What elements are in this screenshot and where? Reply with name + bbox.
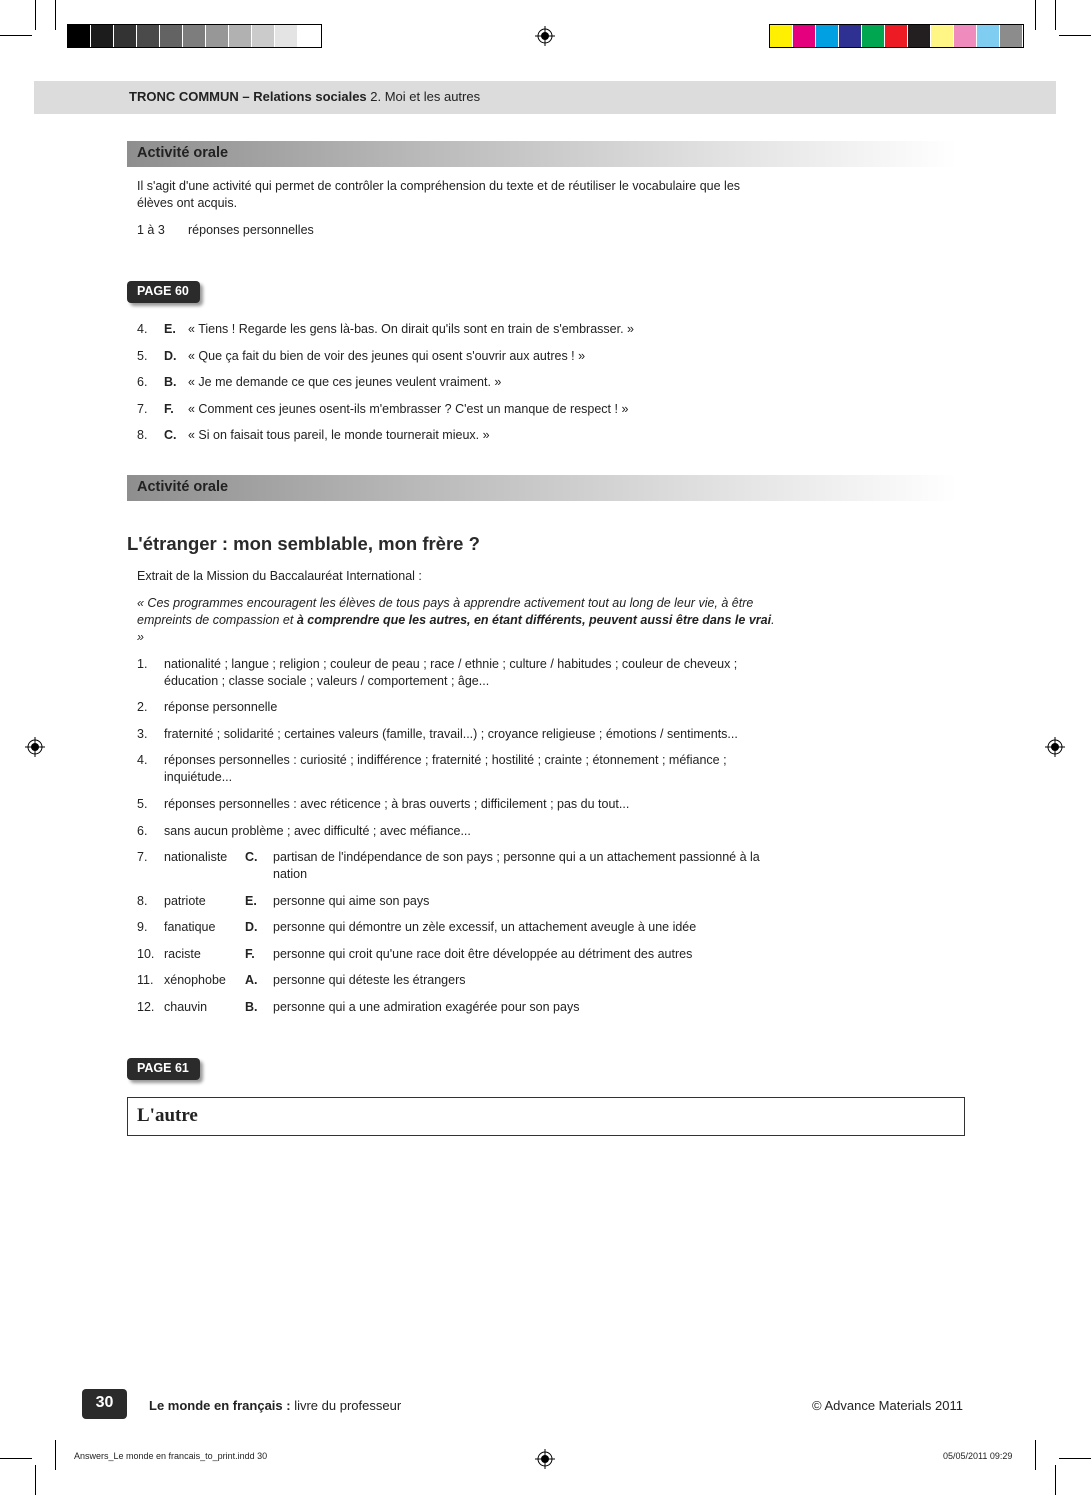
grayscale-swatch xyxy=(252,25,275,47)
match-number: 10. xyxy=(137,947,155,961)
quote-end: . » xyxy=(137,613,775,644)
match-letter: B. xyxy=(245,1000,258,1014)
match-letter: E. xyxy=(245,894,257,908)
answer-letter: C. xyxy=(164,428,177,442)
crop-mark xyxy=(55,0,56,30)
quote-bold: à comprendre que les autres, en étant différents, peuvent aussi être dans le vrai xyxy=(296,613,772,627)
match-letter: F. xyxy=(245,947,255,961)
grayscale-swatch xyxy=(137,25,160,47)
subsection-heading: L'étranger : mon semblable, mon frère ? xyxy=(127,533,480,554)
extract-intro: Extrait de la Mission du Baccalauréat International : xyxy=(137,569,422,583)
answer-text: sans aucun problème ; avec difficulté ; avec méfiance... xyxy=(164,824,471,838)
section-title: Activité orale xyxy=(137,145,229,161)
crop-mark xyxy=(0,1458,32,1459)
chapter-title-box xyxy=(127,1097,965,1136)
match-definition: personne qui a une admiration exagérée pour son pays xyxy=(273,1000,580,1014)
footer-book-title xyxy=(149,1398,401,1413)
registration-mark-icon xyxy=(1045,737,1065,757)
match-word: nationaliste xyxy=(164,850,228,864)
match-number: 7. xyxy=(137,850,148,864)
color-swatch xyxy=(885,25,908,47)
color-swatch xyxy=(1000,25,1023,47)
header-chapter: 2. Moi et les autres xyxy=(366,89,481,104)
match-number: 8. xyxy=(137,894,148,908)
slug-filename: Answers_Le monde en francais_to_print.indd 30 xyxy=(74,1451,268,1461)
page-tab: PAGE 60 xyxy=(127,281,200,303)
match-definition: personne qui aime son pays xyxy=(273,894,430,908)
answer-text: « Je me demande ce que ces jeunes veulent vraiment. » xyxy=(188,375,502,389)
footer-title-bold: Le monde en français : xyxy=(149,1398,291,1413)
color-swatch xyxy=(862,25,885,47)
answer-number: 5. xyxy=(137,349,148,363)
grayscale-swatch xyxy=(298,25,321,47)
answer-number: 4. xyxy=(137,322,148,336)
grayscale-swatch xyxy=(68,25,91,47)
match-definition: personne qui croit qu'une race doit être développée au détriment des autres xyxy=(273,947,693,961)
grayscale-swatch xyxy=(114,25,137,47)
match-number: 11. xyxy=(137,973,154,987)
match-letter: D. xyxy=(245,920,258,934)
section-title: Activité orale xyxy=(137,479,229,495)
crop-mark xyxy=(35,0,36,30)
answer-text: réponses personnelles : avec réticence ; à bras ouverts ; difficilement ; pas du tout... xyxy=(164,797,630,811)
answer-text: « Comment ces jeunes osent-ils m'embrasser ? C'est un manque de respect ! » xyxy=(188,402,629,416)
color-swatch xyxy=(816,25,839,47)
answer-text: réponses personnelles xyxy=(188,223,314,237)
answer-number: 8. xyxy=(137,428,148,442)
grayscale-swatch xyxy=(183,25,206,47)
answer-letter: B. xyxy=(164,375,177,389)
grayscale-swatch xyxy=(91,25,114,47)
answer-letter: E. xyxy=(164,322,176,336)
answer-text: réponses personnelles : curiosité ; indifférence ; fraternité ; hostilité ; crainte ; étonnement ; méfiance ; inquiétude... xyxy=(164,753,727,784)
answer-number: 1. xyxy=(137,657,148,671)
grayscale-swatch xyxy=(229,25,252,47)
grayscale-swatch xyxy=(160,25,183,47)
answer-number: 1 à 3 xyxy=(137,223,165,237)
answer-number: 6. xyxy=(137,375,148,389)
section-title-bar xyxy=(127,141,957,167)
crop-mark xyxy=(1055,1465,1056,1495)
color-swatch xyxy=(908,25,931,47)
quote-paragraph xyxy=(137,595,777,646)
match-word: raciste xyxy=(164,947,201,961)
match-letter: A. xyxy=(245,973,258,987)
section-intro: Il s'agit d'une activité qui permet de contrôler la compréhension du texte et de réutiliser le vocabulaire que les élèves ont acquis. xyxy=(137,179,741,210)
footer-title-rest: livre du professeur xyxy=(290,1398,402,1413)
color-swatch xyxy=(954,25,977,47)
color-calibration-bar xyxy=(769,24,1024,48)
header-section: TRONC COMMUN – Relations sociales xyxy=(129,89,367,104)
match-definition: personne qui démontre un zèle excessif, un attachement aveugle à une idée xyxy=(273,920,697,934)
answer-number: 4. xyxy=(137,753,148,767)
crop-mark xyxy=(1035,1440,1036,1470)
match-number: 9. xyxy=(137,920,148,934)
color-swatch xyxy=(931,25,954,47)
slug-timestamp: 05/05/2011 09:29 xyxy=(943,1451,1013,1461)
footer-copyright: © Advance Materials 2011 xyxy=(812,1398,963,1413)
registration-mark-icon xyxy=(25,737,45,757)
crop-mark xyxy=(1055,0,1056,30)
registration-mark-icon xyxy=(535,26,555,46)
color-swatch xyxy=(839,25,862,47)
quote-start: « Ces programmes encouragent les élèves de tous pays à apprendre activement tout au long de leur vie, à être empreints de compassion et xyxy=(137,596,754,627)
grayscale-swatch xyxy=(275,25,298,47)
match-number: 12. xyxy=(137,1000,155,1014)
answer-text: « Que ça fait du bien de voir des jeunes qui osent s'ouvrir aux autres ! » xyxy=(188,349,586,363)
match-word: patriote xyxy=(164,894,206,908)
match-letter: C. xyxy=(245,850,258,864)
match-word: xénophobe xyxy=(164,973,226,987)
page-number: 30 xyxy=(82,1389,127,1419)
page-tab: PAGE 61 xyxy=(127,1058,200,1080)
grayscale-calibration-bar xyxy=(67,24,322,48)
answer-number: 5. xyxy=(137,797,148,811)
section-title-bar xyxy=(127,475,957,501)
color-swatch xyxy=(977,25,1000,47)
answer-text: fraternité ; solidarité ; certaines valeurs (famille, travail...) ; croyance religieuse ; émotions / sentiments... xyxy=(164,727,738,741)
answer-letter: D. xyxy=(164,349,177,363)
color-swatch xyxy=(770,25,793,47)
answer-text: nationalité ; langue ; religion ; couleur de peau ; race / ethnie ; culture / habitudes ; couleur de cheveux ; éducation ; classe sociale ; valeurs / comportement ; âge... xyxy=(164,657,738,688)
answer-text: « Si on faisait tous pareil, le monde tournerait mieux. » xyxy=(188,428,490,442)
running-header xyxy=(129,89,480,104)
crop-mark xyxy=(1059,35,1091,36)
match-definition: partisan de l'indépendance de son pays ; personne qui a un attachement passionné à la nation xyxy=(273,850,760,881)
crop-mark xyxy=(0,35,32,36)
answer-text: « Tiens ! Regarde les gens là-bas. On dirait qu'ils sont en train de s'embrasser. » xyxy=(188,322,634,336)
answer-number: 7. xyxy=(137,402,148,416)
answer-letter: F. xyxy=(164,402,174,416)
grayscale-swatch xyxy=(206,25,229,47)
match-word: chauvin xyxy=(164,1000,208,1014)
crop-mark xyxy=(1059,1458,1091,1459)
answer-number: 6. xyxy=(137,824,148,838)
registration-mark-icon xyxy=(535,1449,555,1469)
answer-number: 3. xyxy=(137,727,148,741)
crop-mark xyxy=(1035,0,1036,30)
color-swatch xyxy=(793,25,816,47)
match-word: fanatique xyxy=(164,920,216,934)
answer-number: 2. xyxy=(137,700,148,714)
match-definition: personne qui déteste les étrangers xyxy=(273,973,466,987)
answer-text: réponse personnelle xyxy=(164,700,278,714)
crop-mark xyxy=(55,1440,56,1470)
crop-mark xyxy=(35,1465,36,1495)
chapter-title: L'autre xyxy=(137,1105,198,1126)
